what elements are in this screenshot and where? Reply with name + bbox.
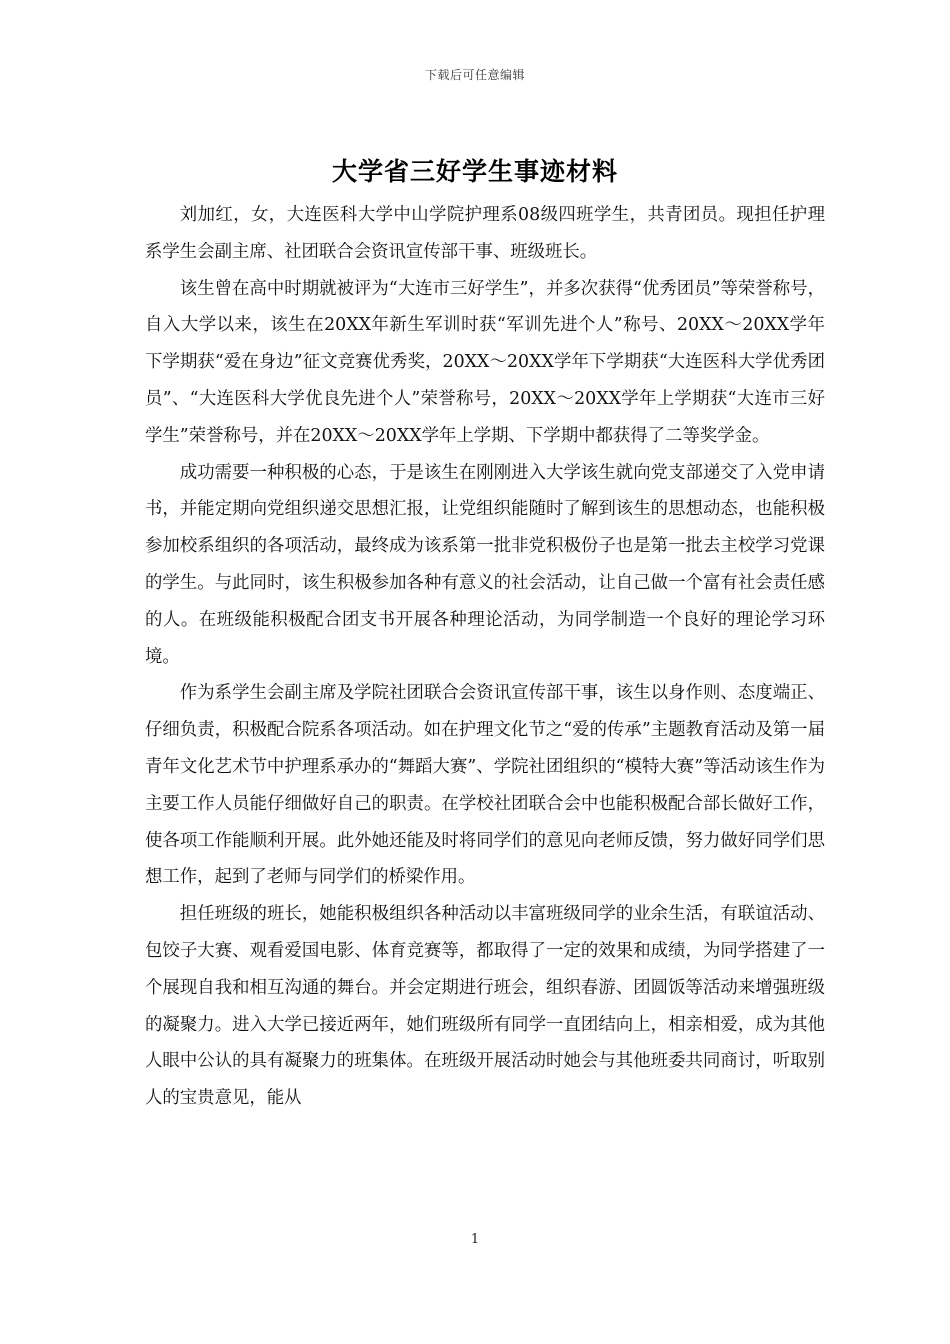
document-body <box>145 197 825 1117</box>
paragraph-party: 成功需要一种积极的心态，于是该生在刚刚进入大学该生就向党支部递交了入党申请书，并能定期向党组织递交思想汇报，让党组织能随时了解到该生的思想动态，也能积极参加校系组织的各项活动，最终成为该系第一批非党积极份子也是第一批去主校学习党课的学生。与此同时，该生积极参加各种有意义的社会活动，让自己做一个富有社会责任感的人。在班级能积极配合团支书开展各种理论活动，为同学制造一个良好的理论学习环境。 <box>145 462 825 667</box>
paragraph-class-monitor: 担任班级的班长，她能积极组织各种活动以丰富班级同学的业余生活，有联谊活动、包饺子大赛、观看爱国电影、体育竞赛等，都取得了一定的效果和成绩，为同学搭建了一个展现自我和相互沟通的舞台。并会定期进行班会，组织春游、团圆饭等活动来增强班级的凝聚力。进入大学已接近两年，她们班级所有同学一直团结向上，相亲相爱，成为其他人眼中公认的具有凝聚力的班集体。在班级开展活动时她会与其他班委共同商讨，听取别人的宝贵意见，能从 <box>145 904 825 1109</box>
paragraph-student-union: 作为系学生会副主席及学院社团联合会资讯宣传部干事，该生以身作则、态度端正、仔细负责，积极配合院系各项活动。如在护理文化节之“爱的传承”主题教育活动及第一届青年文化艺术节中护理系承办的“舞蹈大赛”、学院社团组织的“模特大赛”等活动该生作为主要工作人员能仔细做好自己的职责。在学校社团联合会中也能积极配合部长做好工作，使各项工作能顺利开展。此外她还能及时将同学们的意见向老师反馈，努力做好同学们思想工作，起到了老师与同学们的桥梁作用。 <box>145 683 825 888</box>
document-title: 大学省三好学生事迹材料 <box>331 157 618 186</box>
paragraph-intro: 刘加红，女，大连医科大学中山学院护理系08级四班学生，共青团员。现担任护理系学生会副主席、社团联合会资讯宣传部干事、班级班长。 <box>145 205 825 262</box>
paragraph-honors: 该生曾在高中时期就被评为“大连市三好学生”，并多次获得“优秀团员”等荣誉称号，自入大学以来，该生在20XX年新生军训时获“军训先进个人”称号、20XX～20XX学年下学期获“爱在身边”征文竞赛优秀奖，20XX～20XX学年下学期获“大连医科大学优秀团员”、“大连医科大学优良先进个人”荣誉称号，20XX～20XX学年上学期获“大连市三好学生”荣誉称号，并在20XX～20XX学年上学期、下学期中都获得了二等奖学金。 <box>145 278 825 446</box>
header-note: 下载后可任意编辑 <box>424 68 525 82</box>
page-number: 1 <box>470 1232 480 1247</box>
